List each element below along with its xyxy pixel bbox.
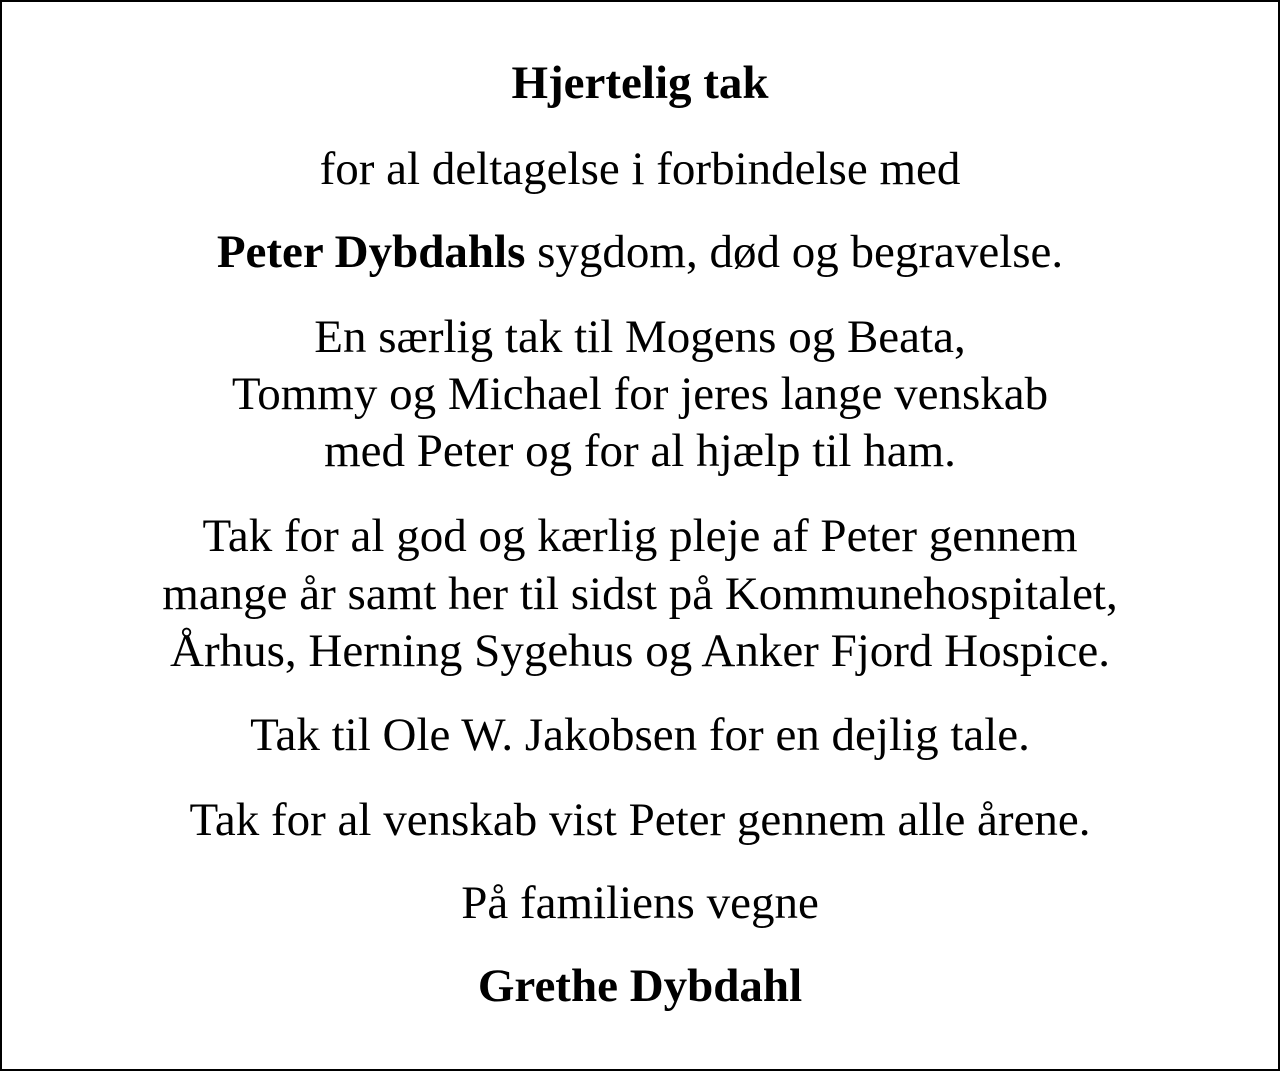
special-thanks-line-2: Tommy og Michael for jeres lange venskab	[231, 368, 1049, 420]
intro-text: for al deltagelse i forbindelse med	[319, 143, 961, 195]
speech-thanks: Tak til Ole W. Jakobsen for en dejlig tale.	[250, 709, 1030, 761]
deceased-suffix: sygdom, død og begravelse.	[525, 226, 1064, 278]
care-thanks-line-3: Århus, Herning Sygehus og Anker Fjord Hospice.	[170, 625, 1110, 677]
on-behalf-text: På familiens vegne	[461, 877, 819, 929]
deceased-line	[2, 223, 1278, 281]
deceased-name: Peter Dybdahls	[216, 226, 526, 278]
care-thanks-line-2: mange år samt her til sidst på Kommunehospitalet,	[162, 568, 1118, 620]
friendship-thanks: Tak for al venskab vist Peter gennem alle årene.	[189, 794, 1091, 846]
special-thanks-line-1: En særlig tak til Mogens og Beata,	[314, 311, 966, 363]
special-thanks-line-3: med Peter og for al hjælp til ham.	[324, 425, 956, 477]
notice-title: Hjertelig tak	[511, 57, 769, 109]
care-thanks-line-1: Tak for al god og kærlig pleje af Peter gennem	[202, 510, 1078, 562]
signature: Grethe Dybdahl	[477, 960, 803, 1012]
